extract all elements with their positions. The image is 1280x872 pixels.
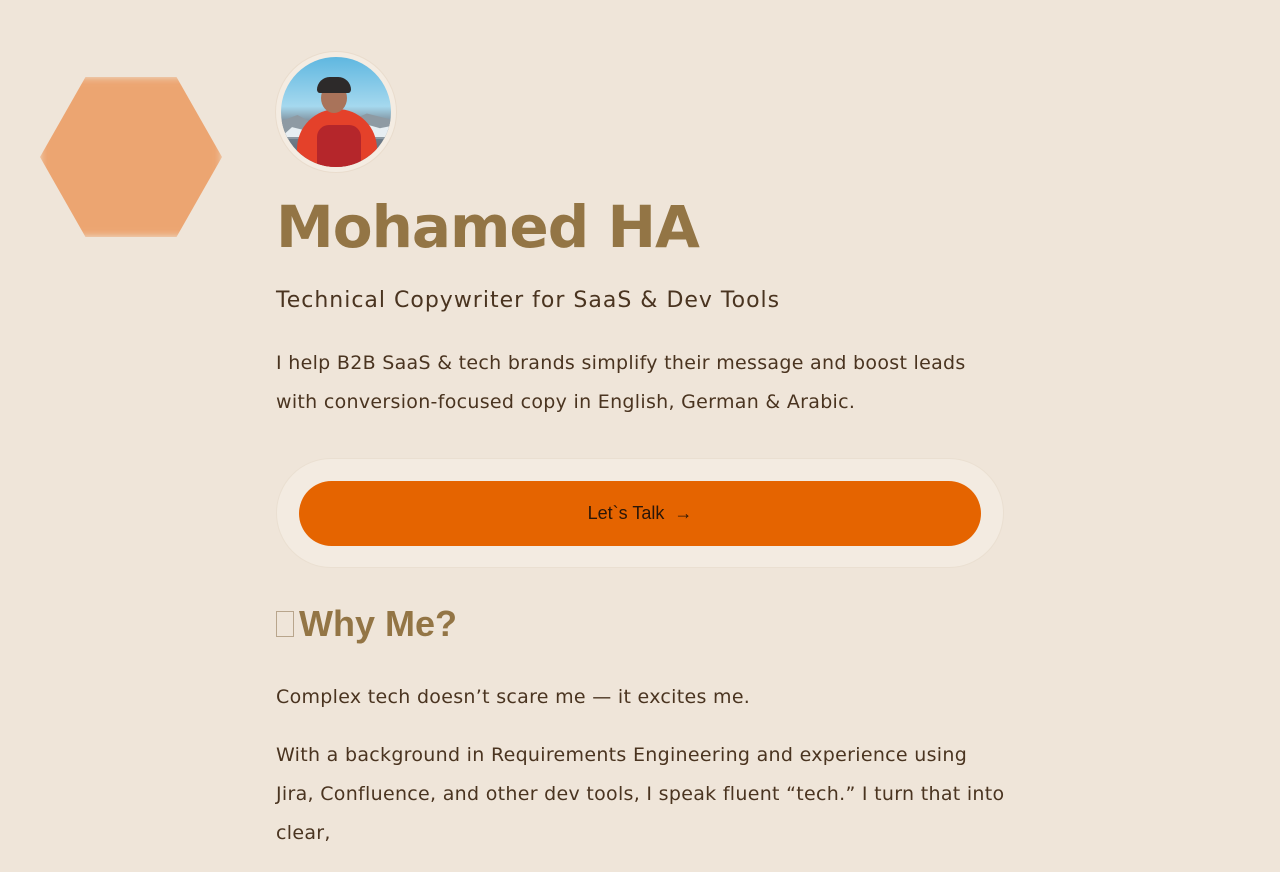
tagline: Technical Copywriter for SaaS & Dev Tools [276,288,781,313]
avatar [276,52,396,172]
why-me-title: Why Me? [299,603,457,644]
why-me-paragraph: Complex tech doesn’t scare me — it excites me. [276,686,751,708]
decorative-hexagon [40,77,222,237]
arrow-right-icon: → [674,503,693,523]
avatar-photo [281,57,391,167]
page-title: Mohamed HA [276,193,699,261]
why-me-paragraph: With a background in Requirements Engineering and experience using Jira, Confluence, and other dev tools, I speak fluent “tech.” I turn that into clear, [276,744,1005,844]
lets-talk-button[interactable] [299,481,981,546]
profile-section [276,52,1006,872]
lets-talk-label: Let`s Talk [587,502,665,523]
cta-container [276,458,1004,568]
why-me-heading [276,602,1006,646]
intro-text: I help B2B SaaS & tech brands simplify their message and boost leads with conversion-focused copy in English, German & Arabic. [276,352,966,413]
missing-emoji-icon [276,611,294,637]
